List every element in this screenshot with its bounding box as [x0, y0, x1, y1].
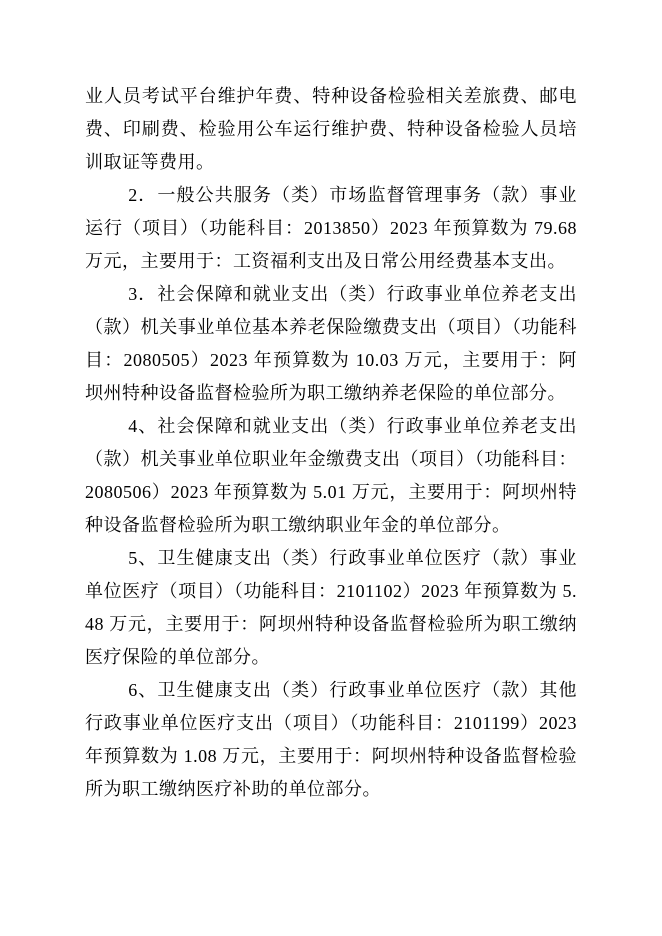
paragraph-continuation: 业人员考试平台维护年费、特种设备检验相关差旅费、邮电费、印刷费、检验用公车运行维护费、特种设备检验人员培训取证等费用。 — [85, 86, 577, 172]
paragraph-item-4: 4、社会保障和就业支出（类）行政事业单位养老支出（款）机关事业单位职业年金缴费支出（项目）（功能科目：2080506）2023 年预算数为 5.01 万元，主要用于：阿坝州特种设备监督检验所为职工缴纳职业年金的单位部分。 — [85, 416, 577, 535]
paragraph-item-5: 5、卫生健康支出（类）行政事业单位医疗（款）事业单位医疗（项目）（功能科目：2101102）2023 年预算数为 5.48 万元，主要用于：阿坝州特种设备监督检验所为职工缴纳医疗保险的单位部分。 — [85, 548, 577, 667]
paragraph-item-2: 2．一般公共服务（类）市场监督管理事务（款）事业运行（项目）（功能科目：2013850）2023 年预算数为 79.68 万元，主要用于：工资福利支出及日常公用经费基本支出。 — [85, 185, 577, 271]
paragraph-item-3: 3．社会保障和就业支出（类）行政事业单位养老支出（款）机关事业单位基本养老保险缴费支出（项目）（功能科目：2080505）2023 年预算数为 10.03 万元，主要用于：阿坝州特种设备监督检验所为职工缴纳养老保险的单位部分。 — [85, 284, 577, 403]
paragraph-item-6: 6、卫生健康支出（类）行政事业单位医疗（款）其他行政事业单位医疗支出（项目）（功能科目：2101199）2023 年预算数为 1.08 万元，主要用于：阿坝州特种设备监督检验所为职工缴纳医疗补助的单位部分。 — [85, 680, 577, 799]
